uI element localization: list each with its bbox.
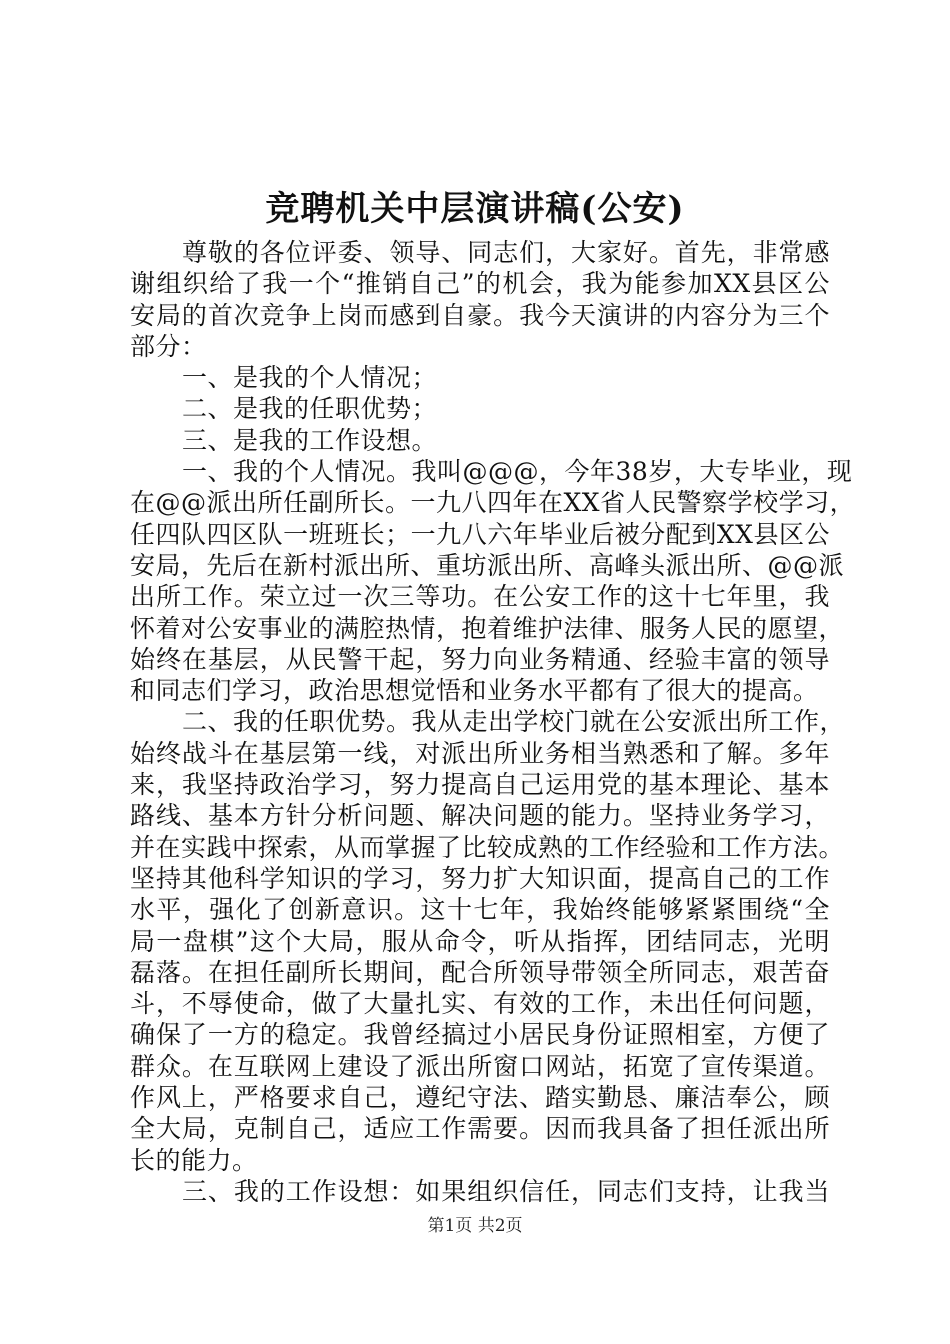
text-line: 三、我的工作设想：如果组织信任，同志们支持，让我当 bbox=[182, 1176, 830, 1206]
text-line: 任四队四区队一班班长；一九八六年毕业后被分配到XX县区公 bbox=[130, 519, 830, 549]
text-line: 局一盘棋”这个大局，服从命令，听从指挥，团结同志，光明 bbox=[130, 926, 830, 956]
text-line: 群众。在互联网上建设了派出所窗口网站，拓宽了宣传渠道。 bbox=[130, 1051, 830, 1081]
text-line: 坚持其他科学知识的学习，努力扩大知识面，提高自己的工作 bbox=[130, 863, 830, 893]
text-line: 确保了一方的稳定。我曾经搞过小居民身份证照相室，方便了 bbox=[130, 1020, 830, 1050]
text-line: 安局的首次竞争上岗而感到自豪。我今天演讲的内容分为三个 bbox=[130, 300, 830, 330]
text-line: 怀着对公安事业的满腔热情，抱着维护法律、服务人民的愿望， bbox=[130, 613, 845, 643]
text-line: 来，我坚持政治学习，努力提高自己运用党的基本理论、基本 bbox=[130, 770, 830, 800]
text-line: 二、是我的任职优势； bbox=[182, 394, 438, 424]
text-line: 水平，强化了创新意识。这十七年，我始终能够紧紧围绕“全 bbox=[130, 895, 830, 925]
text-line: 一、我的个人情况。我叫@@@，今年38岁，大专毕业，现 bbox=[182, 457, 853, 487]
document-body bbox=[130, 237, 856, 1207]
text-line: 在@@派出所任副所长。一九八四年在XX省人民警察学校学习， bbox=[130, 488, 856, 518]
text-line: 一、是我的个人情况； bbox=[182, 363, 438, 393]
text-line: 全大局，克制自己，适应工作需要。因而我具备了担任派出所 bbox=[130, 1114, 830, 1144]
text-line: 三、是我的工作设想。 bbox=[182, 425, 438, 455]
page-footer: 第1页 共2页 bbox=[427, 1216, 523, 1236]
text-line: 斗，不辱使命，做了大量扎实、有效的工作，未出任何问题， bbox=[130, 989, 830, 1019]
text-line: 始终战斗在基层第一线，对派出所业务相当熟悉和了解。多年 bbox=[130, 738, 830, 768]
text-line: 谢组织给了我一个“推销自己”的机会，我为能参加XX县区公 bbox=[130, 269, 830, 299]
text-line: 和同志们学习，政治思想觉悟和业务水平都有了很大的提高。 bbox=[130, 676, 819, 706]
text-line: 磊落。在担任副所长期间，配合所领导带领全所同志，艰苦奋 bbox=[130, 957, 830, 987]
text-line: 二、我的任职优势。我从走出学校门就在公安派出所工作， bbox=[182, 707, 846, 737]
text-line: 路线、基本方针分析问题、解决问题的能力。坚持业务学习， bbox=[130, 801, 830, 831]
text-line: 尊敬的各位评委、领导、同志们，大家好。首先，非常感 bbox=[182, 238, 830, 267]
text-line: 作风上，严格要求自己，遵纪守法、踏实勤恳、廉洁奉公，顾 bbox=[130, 1083, 830, 1113]
text-line: 部分： bbox=[130, 331, 207, 361]
text-line: 始终在基层，从民警干起，努力向业务精通、经验丰富的领导 bbox=[130, 644, 830, 674]
text-line: 并在实践中探索，从而掌握了比较成熟的工作经验和工作方法。 bbox=[130, 832, 845, 862]
text-line: 安局，先后在新村派出所、重坊派出所、高峰头派出所、@@派 bbox=[130, 550, 845, 580]
text-line: 长的能力。 bbox=[130, 1145, 258, 1175]
document-title: 竞聘机关中层演讲稿(公安) bbox=[265, 189, 685, 229]
text-line: 出所工作。荣立过一次三等功。在公安工作的这十七年里，我 bbox=[130, 582, 830, 612]
